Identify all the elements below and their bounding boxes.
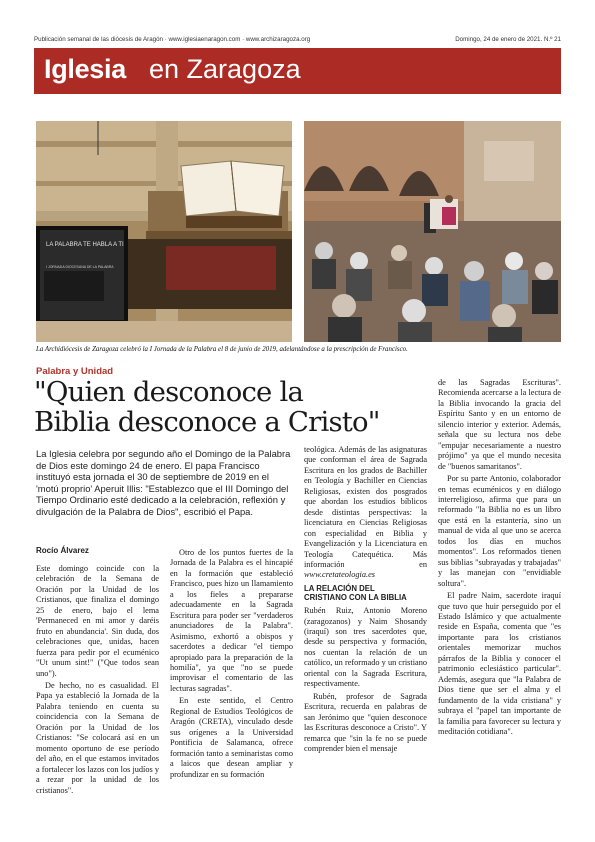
audience-image bbox=[304, 121, 561, 342]
lead-paragraph: La Iglesia celebra por segundo año el Domingo de la Palabra de Dios este domingo 24 de enero. El papa Francisco instituyó esta jornada el 30 de septiembre de 2019 en el 'motú proprio' Aperuit Illis: "Establezco que el III Domingo del Tiempo Ordinario esté dedicado a la celebración, reflexión y divulgación de la Palabra de Dios", escribió el Papa. bbox=[36, 448, 291, 517]
article-column-3 bbox=[304, 445, 427, 756]
screen-banner-title: LA PALABRA TE HABLA A TI bbox=[46, 242, 124, 248]
section-label: Palabra y Unidad bbox=[36, 366, 114, 377]
screen-banner-subtitle: I JORNADA DIOCESANA DE LA PALABRA bbox=[46, 265, 114, 269]
bible-lectern-image bbox=[36, 121, 292, 342]
author-byline: Rocío Álvarez bbox=[36, 546, 89, 555]
column-3-paragraph bbox=[304, 445, 427, 581]
subhead-line-1: LA RELACIÓN DEL bbox=[304, 583, 375, 593]
column-2-paragraph: En este sentido, el Centro Regional de Estudios Teológicos de Aragón (CRETA), vinculado desde sus orígenes a la Universidad Pontificia de Salamanca, ofrece formación tanto a seminaristas como a laicos que desean ampliar y profundizar en su formación bbox=[170, 696, 293, 779]
subhead-line-2: CRISTIANO CON LA BIBLIA bbox=[304, 593, 407, 603]
column-3-text: teológica. Además de las asignaturas que conforman el área de Sagrada Escritura en los grados de Bachiller en Teología y Bachiller en Ciencias Religiosas, existen dos posgrados que abordan los estudios bíblicos desde distintas perspectivas: la licenciatura en Ciencias Religiosas con especialidad en Biblia y Evangelización y la Licenciatura en Teología Catequética. Más información en bbox=[304, 445, 427, 569]
column-3-paragraph: Rubén, profesor de Sagrada Escritura, recuerda en palabras de san Jerónimo que "quien desconoce las Escrituras desconoce a Cristo". Y remarca que "sin la fe no se puede comprender bien el mensaje bbox=[304, 691, 427, 753]
photo-cloister-audience bbox=[304, 121, 561, 342]
issue-date: Domingo, 24 de enero de 2021. N.º 21 bbox=[455, 36, 561, 43]
article-column-1 bbox=[36, 564, 159, 798]
article-column-2 bbox=[170, 548, 293, 782]
masthead-title-bold: Iglesia bbox=[44, 54, 126, 84]
creta-website-link[interactable]: www.cretateologia.es bbox=[304, 570, 375, 580]
column-1-paragraph: De hecho, no es casualidad. El Papa ya estableció la Jornada de la Palabra teniendo en cuenta su coincidencia con la Semana de Oración por la Unidad de los Cristianos: "Se colocará así en un momento oportuno de ese período del año, en el que estamos invitados a fortalecer los lazos con los judíos y a rezar por la unidad de los cristianos". bbox=[36, 680, 159, 795]
column-4-paragraph: de las Sagradas Escrituras". Recomienda acercarse a la lectura de la Biblia invocando la gracia del Espíritu Santo y en un entorno de silencio interior y exterior. Además, señala que su lectura nos debe "empujar necesariamente a nuestro prójimo" ya que el mundo necesita de "buenos samaritanos". bbox=[438, 378, 561, 471]
masthead bbox=[34, 48, 561, 94]
photo-caption: La Archidiócesis de Zaragoza celebró la I Jornada de la Palabra el 8 de junio de 2019, adelantándose a la prescripción de Francisco. bbox=[36, 346, 408, 353]
photo-bible-lectern bbox=[36, 121, 292, 342]
article-column-4 bbox=[438, 378, 561, 739]
publication-info: Publicación semanal de las diócesis de Aragón · www.iglesiaenaragon.com · www.archizaragoza.org bbox=[34, 36, 311, 43]
headline-line-1: "Quien desconoce la bbox=[34, 376, 304, 408]
column-1-paragraph: Este domingo coincide con la celebración de la Semana de Oración por la Unidad de los Cristianos, que finaliza el domingo 25 de enero, bajo el lema 'Permaneced en mi amor y daréis fruto en abundancia'. Sin duda, dos celebraciones que, unidas, hacen fuerza para pedir por el ecuménico "Ut unum sint!" ("Que todos sean uno"). bbox=[36, 564, 159, 678]
column-3-paragraph: Rubén Ruiz, Antonio Moreno (zaragozanos) y Naim Shosandy (iraquí) son tres sacerdotes que, desde su perspectiva y formación, nos cuentan la relación de un católico, un reformado y un cristiano oriental con la Sagrada Escritura, respectivamente. bbox=[304, 606, 427, 689]
masthead-title-regular: en Zaragoza bbox=[149, 54, 301, 84]
headline-line-2: Biblia desconoce a Cristo" bbox=[34, 406, 380, 438]
subhead-relacion bbox=[304, 584, 427, 603]
publication-info-bar bbox=[34, 36, 561, 48]
column-4-paragraph: Por su parte Antonio, colaborador en temas ecuménicos y en diálogo interreligioso, afirma que para un reformado "la Biblia no es un libro que está en la estantería, sino un manual de vida al que uno se acerca todos los días en muchos momentos". Los reformados tienen sus biblias "subrayadas y trabajadas" y las manejan con "envidiable soltura". bbox=[438, 474, 561, 588]
column-4-paragraph: El padre Naim, sacerdote iraquí que tuvo que huir perseguido por el Estado Islámico y que actualmente reside en España, comenta que "es importante para los cristianos orientales memorizar muchos párrafos de la Biblia y conocer el patrimonio eclesiástico particular". Además, asegura que "la Palabra de Dios tiene que ser el alma y el fundamento de la vida cristiana" y subraya el "papel tan importante de la familia para favorecer su lectura y meditación cotidiana". bbox=[438, 591, 561, 736]
column-2-paragraph: Otro de los puntos fuertes de la Jornada de la Palabra es el hincapié en la formación que estableció Francisco, pues hizo un llamamiento a los fieles a prepararse adecuadamente en la Sagrada Escritura para poder ser "verdaderos anunciadores de la Palabra". Asimismo, exhortó a obispos y sacerdotes a dedicar "el tiempo apropiado para la preparación de la homilía", ya que "no se puede improvisar el comentario de las lecturas sagradas". bbox=[170, 548, 293, 693]
